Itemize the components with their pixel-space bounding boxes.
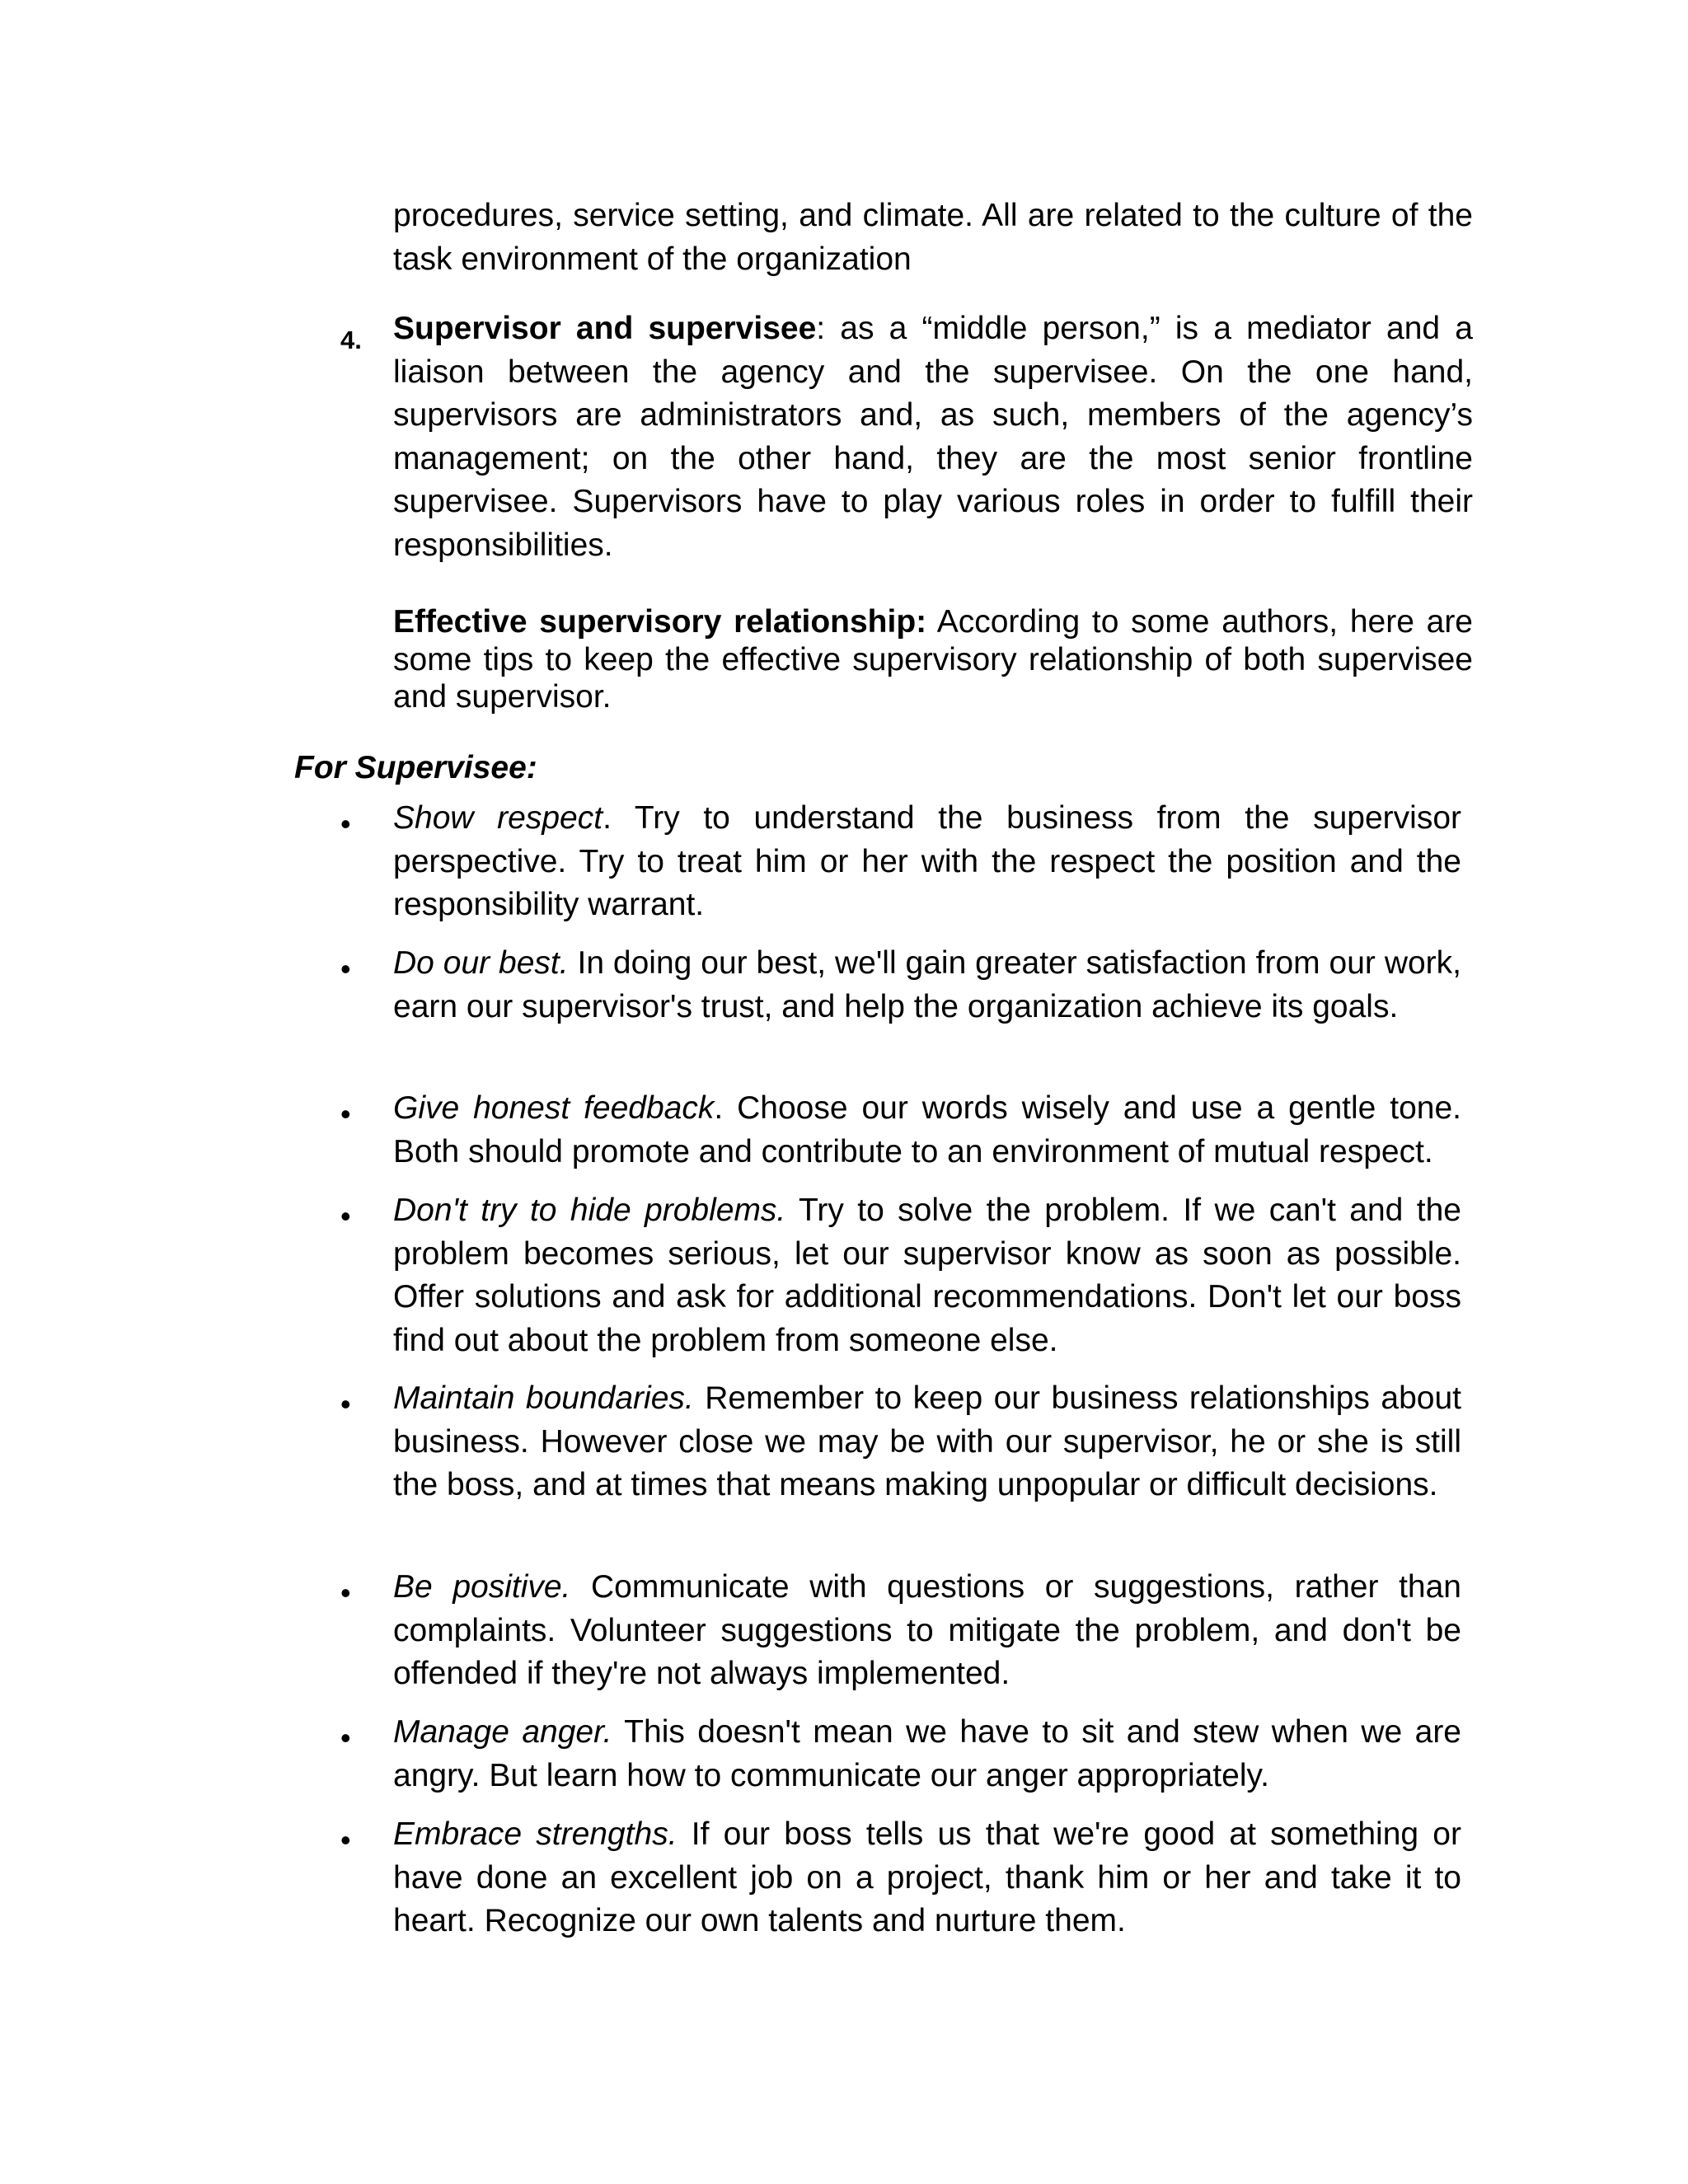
tip-body: Remember to keep our business relationships about business. However close we may be with our supervisor, he or she is still the boss, and at times that means making unpopular or difficult decisions. (393, 1380, 1461, 1502)
intro-paragraph: procedures, service setting, and climate. All are related to the culture of the task environment of the organization (393, 198, 1473, 277)
section-heading: For Supervisee: (294, 750, 537, 785)
list-item-embrace-strengths (393, 1813, 1461, 1943)
bullet-icon: • (340, 1576, 351, 1610)
tip-title: Be positive. (393, 1569, 571, 1605)
list-number: 4. (340, 326, 362, 354)
tip-title: Do our best. (393, 945, 569, 981)
tip-title: Maintain boundaries. (393, 1380, 694, 1416)
list-item-be-positive (393, 1566, 1461, 1696)
list-item-maintain-boundaries (393, 1377, 1461, 1507)
bullet-icon: • (340, 1387, 351, 1421)
effective-relationship-paragraph (393, 603, 1473, 716)
tip-title: Manage anger. (393, 1714, 612, 1750)
tip-body: Communicate with questions or suggestions, rather than complaints. Volunteer suggestions to mitigate the problem, and don't be offended if they're not always implemented. (393, 1569, 1461, 1691)
tip-body: . Choose our words wisely and use a gentle tone. Both should promote and contribute to an environment of mutual respect. (393, 1090, 1461, 1169)
item-body: : as a “middle person,” is a mediator and a liaison between the agency and the supervisee. On the one hand, supervisors are administrators and, as such, members of the agency’s management; on the other hand, they are the most senior frontline supervisee. Supervisors have to play various roles in order to fulfill their responsibilities. (393, 311, 1474, 563)
tip-body: If our boss tells us that we're good at something or have done an excellent job on a project, thank him or her and take it to heart. Recognize our own talents and nurture them. (393, 1816, 1461, 1938)
tip-body: This doesn't mean we have to sit and stew when we are angry. But learn how to communicate our anger appropriately. (393, 1714, 1461, 1793)
bullet-icon: • (340, 1097, 351, 1131)
tip-title: Show respect (393, 800, 603, 836)
tip-title: Don't try to hide problems. (393, 1193, 786, 1228)
tip-title: Embrace strengths. (393, 1816, 678, 1852)
section-title: Effective supervisory relationship: (393, 604, 927, 640)
tip-body: . Try to understand the business from the supervisor perspective. Try to treat him or her with the respect the position and the responsibility warrant. (393, 800, 1461, 922)
list-item-do-our-best (393, 942, 1461, 1029)
tip-title: Give honest feedback (393, 1090, 715, 1126)
bullet-icon: • (340, 952, 351, 986)
list-item-show-respect (393, 797, 1461, 927)
list-item-hide-problems (393, 1189, 1461, 1362)
numbered-item-supervisor (393, 307, 1473, 567)
bullet-icon: • (340, 1823, 351, 1857)
section-body: According to some authors, here are some tips to keep the effective supervisory relationship of both supervisee and supervisor. (393, 604, 1473, 715)
list-item-manage-anger (393, 1711, 1461, 1797)
bullet-icon: • (340, 1721, 351, 1755)
tip-body: Try to solve the problem. If we can't and the problem becomes serious, let our supervisor know as soon as possible. Offer solutions and ask for additional recommendations. Don't let our boss find out about the problem from someone else. (393, 1193, 1461, 1358)
bullet-icon: • (340, 1199, 351, 1233)
item-title: Supervisor and supervisee (393, 311, 817, 346)
list-item-honest-feedback (393, 1087, 1461, 1174)
bullet-icon: • (340, 807, 351, 841)
tip-body: In doing our best, we'll gain greater satisfaction from our work, earn our supervisor's trust, and help the organization achieve its goals. (393, 945, 1461, 1024)
